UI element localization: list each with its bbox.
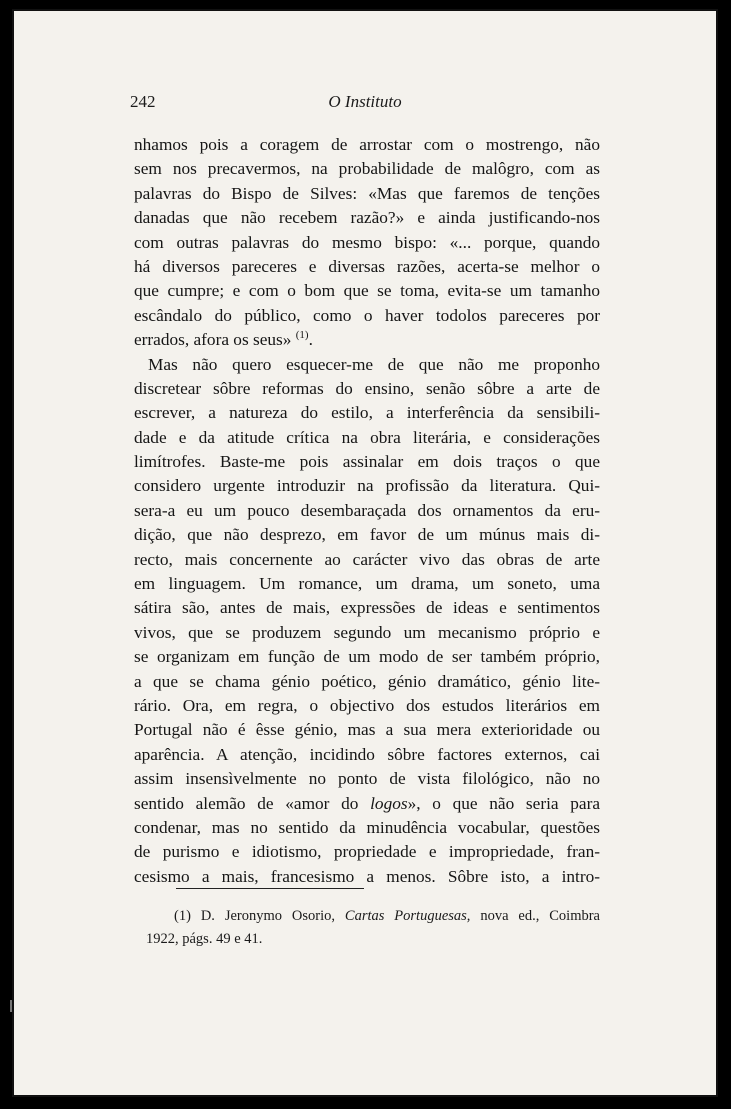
body-text [134,133,600,889]
text-line: condenar, mas no sentido da minudência vocabular, questões [134,817,600,837]
scan-mark [10,1000,12,1012]
text-line: Portugal não é êsse génio, mas a sua mera exterioridade ou [134,720,600,740]
page-number: 242 [130,92,156,111]
footnote-line [146,905,600,928]
line-text: sentido alemão de «amor do [134,793,359,813]
paragraph-end-line: errados, afora os seus» $^{(1)}$. [134,329,313,350]
text-line: sátira são, antes de mais, expressões de ideas e sentimentos [134,598,600,618]
footnote-line: 1922, págs. 49 e 41. [146,931,263,947]
text-line: dição, que não desprezo, em favor de um múnus mais di- [134,525,600,545]
text-line: considero urgente introduzir na profissão da literatura. Qui- [134,476,600,496]
text-line: cesismo a mais, francesismo a menos. Sôbre isto, a intro- [134,866,600,886]
text-line: dade e da atitude crítica na obra literária, e considerações [134,427,600,447]
text-line: escândalo do público, como o haver todolos pareceres por [134,305,600,325]
text-line: nhamos pois a coragem de arrostar com o mostrengo, não [134,135,600,154]
text-line: sem nos precavermos, na probabilidade de malôgro, com as [134,159,600,179]
text-line: de purismo e idiotismo, propriedade e impropriedade, fran- [134,842,600,862]
footnote-marker: (1) [174,908,191,924]
running-head [130,92,600,116]
footnote-book-title: Cartas Portuguesas, [344,908,471,924]
running-title: O Instituto [328,92,402,111]
text-line: em linguagem. Um romance, um drama, um soneto, uma [134,574,600,594]
line-text-tail: », o que não seria para [407,793,600,813]
text-line: vivos, que se produzem segundo um mecanismo próprio e [134,622,600,642]
text-line: se organizam em função de um modo de ser também próprio, [134,647,600,667]
text-line: com outras palavras do mesmo bispo: «... porque, quando [134,232,600,252]
text-line: danadas que não recebem razão?» e ainda justificando-nos [134,208,600,228]
footnote [146,905,600,951]
text-line: aparência. A atenção, incidindo sôbre factores externos, cai [134,744,600,764]
text-line-with-italic [134,792,600,816]
text-line: sera-a eu um pouco desembaraçada dos ornamentos da eru- [134,500,600,520]
text-line: recto, mais concernente ao carácter vivo das obras de arte [134,549,600,569]
text-line: assim insensìvelmente no ponto de vista filológico, não no [134,769,600,789]
text-line: que cumpre; e com o bom que se toma, evita-se um tamanho [134,281,600,301]
text-line: a que se chama génio poético, génio dramático, génio lite- [134,671,600,691]
line-text: errados, afora os seus» [134,330,292,350]
footnote-text: D. Jeronymo Osorio, [190,908,345,924]
text-line: palavras do Bispo de Silves: «Mas que faremos de tenções [134,183,600,203]
italic-word: logos [370,793,408,813]
text-line: limítrofes. Baste-me pois assinalar em dois traços o que [134,452,600,472]
footnote-reference[interactable]: (1) [295,329,309,342]
paragraph-start-line: Mas não quero esquecer-me de que não me proponho [148,354,600,374]
text-line: discretear sôbre reformas do ensino, senão sôbre a arte de [134,378,600,398]
footnote-divider [176,888,364,889]
text-line: há diversos pareceres e diversas razões, acerta-se melhor o [134,256,600,276]
text-line: escrever, a natureza do estilo, a interferência da sensibili- [134,403,600,423]
footnote-text: nova ed., Coimbra [470,908,600,924]
text-line: rário. Ora, em regra, o objectivo dos estudos literários em [134,695,600,715]
